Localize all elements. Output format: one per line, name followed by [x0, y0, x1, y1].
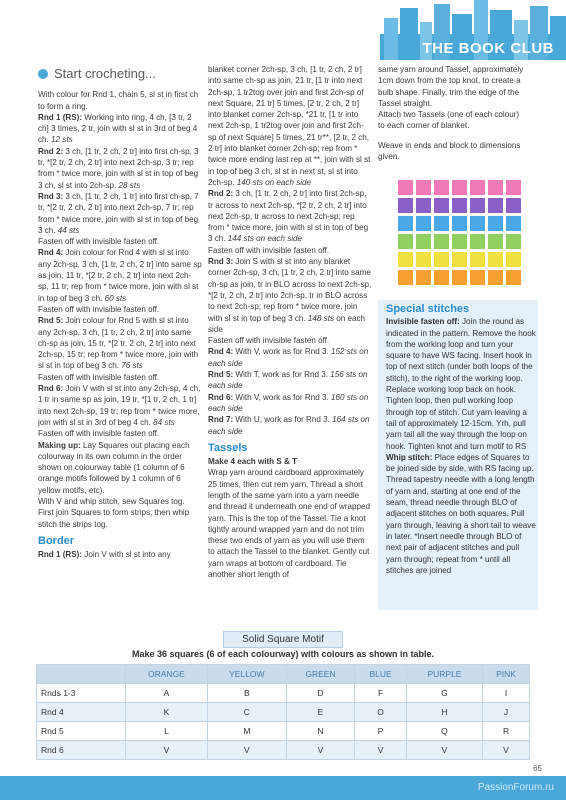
table-header-row	[37, 665, 530, 684]
swatch-square	[452, 180, 467, 195]
table-cell: N	[286, 722, 354, 741]
swatch-square	[434, 198, 449, 213]
swatch-square	[416, 270, 431, 285]
row-label: Rnd 4	[37, 703, 126, 722]
swatch-square	[398, 252, 413, 267]
heading-text: Start crocheting...	[54, 66, 156, 81]
swatch-square	[452, 252, 467, 267]
column-header: ORANGE	[126, 665, 208, 684]
section-heading	[38, 68, 202, 79]
row-label: Rnd 6	[37, 741, 126, 760]
paragraph: Fasten off with invisible fasten off.	[208, 336, 330, 346]
table-cell: J	[483, 703, 530, 722]
column-header: YELLOW	[207, 665, 286, 684]
column-header	[37, 665, 126, 684]
table-row	[37, 741, 530, 760]
special-heading: Special stitches	[386, 303, 470, 315]
table-cell: K	[126, 703, 208, 722]
paragraph: Rnd 3: 3 ch, [1 tr, 2 ch, 1 tr] into first ch-sp, 7 tr, *[2 tr, 2 ch, 2 tr] into next 2ch-sp, 7 tr; rep from * twice more, join with sl st in top of beg 3 ch. 44 sts	[38, 191, 199, 235]
swatch-square	[488, 198, 503, 213]
swatch-square	[470, 252, 485, 267]
table-cell: O	[355, 703, 407, 722]
table-cell: C	[207, 703, 286, 722]
table-cell: V	[406, 741, 482, 760]
paragraph: Attach two Tassels (one of each colour) to each corner of blanket.	[378, 110, 520, 131]
column-header: GREEN	[286, 665, 354, 684]
swatch-square	[434, 234, 449, 249]
colour-table	[36, 664, 530, 760]
table-cell: M	[207, 722, 286, 741]
column-1	[38, 68, 202, 560]
swatch-square	[488, 252, 503, 267]
paragraph: Rnd 3: Join S with sl st into any blanket corner 2ch-sp, 3 ch, [1 tr, 2 ch, 2 tr] into same ch-sp as join, tr in BLO across to next 2ch-sp, *[2 tr, 2 ch, 2 tr] into 2ch-sp, tr in BLO across to next 2ch-sp; rep from * twice more, join with sl st in top of beg 3 ch. 148 sts on each side	[208, 257, 372, 334]
paragraph: Make 4 each with S & T	[208, 457, 298, 467]
swatch-square	[434, 216, 449, 231]
special-stitches-content	[386, 302, 536, 576]
table-cell: Q	[406, 722, 482, 741]
tassels-heading: Tassels	[208, 441, 248, 454]
paragraph: Rnd 2: 3 ch, [1 tr, 2 ch, 2 tr] into first ch-sp, 3 tr, *[2 tr, 2 ch, 2 tr] into next 2ch-sp, 3 tr; rep from * twice more, join with sl st in top of beg 3 ch, sl st into 2ch-sp. 28 sts	[38, 146, 199, 190]
table-cell: V	[126, 741, 208, 760]
swatch-square	[488, 216, 503, 231]
paragraph: Rnd 4: With V, work as for Rnd 3. 152 sts on each side	[208, 347, 369, 368]
swatch-square	[470, 216, 485, 231]
table-cell: P	[355, 722, 407, 741]
paragraph: With colour for Rnd 1, chain 5, sl st in first ch to form a ring.	[38, 90, 199, 111]
paragraph: Rnd 7: With U, work as for Rnd 3. 164 sts on each side	[208, 415, 370, 436]
table-cell: V	[483, 741, 530, 760]
table-cell: E	[286, 703, 354, 722]
swatch-square	[398, 198, 413, 213]
swatch-square	[434, 270, 449, 285]
paragraph: Fasten off with invisible fasten off.	[208, 245, 330, 255]
swatch-square	[398, 234, 413, 249]
column-header: PINK	[483, 665, 530, 684]
swatch-square	[452, 234, 467, 249]
column-3	[378, 64, 528, 162]
row-label: Rnd 5	[37, 722, 126, 741]
table-cell: V	[286, 741, 354, 760]
table-subtitle: Make 36 squares (6 of each colourway) with colours as shown in table.	[131, 649, 435, 659]
paragraph: Rnd 1 (RS): Join V with sl st into any	[38, 550, 171, 560]
swatch-square	[506, 216, 521, 231]
swatch-square	[434, 180, 449, 195]
table-cell: V	[207, 741, 286, 760]
paragraph: Fasten off with invisible fasten off.	[38, 237, 160, 247]
border-heading: Border	[38, 534, 75, 547]
swatch-square	[416, 180, 431, 195]
paragraph: Fasten off with invisible fasten off.	[38, 429, 160, 439]
swatch-square	[434, 252, 449, 267]
swatch-square	[452, 270, 467, 285]
table-cell: F	[355, 684, 407, 703]
swatch-square	[452, 216, 467, 231]
table-cell: V	[355, 741, 407, 760]
column-2	[208, 64, 372, 580]
table-cell: H	[406, 703, 482, 722]
table-row	[37, 703, 530, 722]
table-cell: A	[126, 684, 208, 703]
swatch-square	[398, 216, 413, 231]
paragraph: Wrap yarn around cardboard approximately 25 times, then cut rem yarn. Thread a short length of the same yarn into a yarn needle and thread it underneath one end of wrapped yarn. This is the top of the Tassel. Tie a knot tightly around wrapped yarn and do not trim these two ends of yarn as you will use them to attach the Tassel to the blanket. Gently cut yarn wraps at bottom of cardboard. Tie another short length of	[208, 468, 371, 580]
swatch-square	[470, 234, 485, 249]
paragraph: Rnd 5: Join colour for Rnd 5 with sl st into any 2ch-sp, 3 ch, [1 tr, 2 ch, 2 tr] into same ch-sp as join, 15 tr, *[2 tr, 2 ch, 2 tr] into next 2ch-sp, 15 tr; rep from * twice more, join with sl st in top of beg 3 ch. 76 sts	[38, 316, 199, 371]
paragraph: Rnd 6: Join V with sl st into any 2ch-sp, 4 ch, 1 tr in same sp as join, 19 tr, *[1 tr, 2 ch, 1 tr] into next 2ch-sp, 19 tr; rep from * twice more, join with sl st in 3rd of beg 4 ch. 84 sts	[38, 384, 201, 427]
swatch-square	[506, 270, 521, 285]
paragraph: Whip stitch: Place edges of Squares to be joined side by side, with RS facing up. Thread tapestry needle with a long length of yarn and, starting at one end of the seam, thread needle through BLO of adjacent stitches on both squares. Pull yarn through, leaving a short tail to weave in later. *Insert needle through BLO of next pair of adjacent stitches and pull yarn through; repeat from * until all stitches are joined	[386, 452, 536, 575]
paragraph: same yarn around Tassel, approximately 1cm down from the top knot, to create a bulb shape. Finally, trim the edge of the Tassel straight.	[378, 65, 524, 108]
paragraph: Rnd 4: Join colour for Rnd 4 with sl st into any 2ch-sp, 3 ch, [1 tr, 2 ch, 2 tr] into same sp as join, 11 tr, *[2 tr, 2 ch, 2 tr] into next 2ch-sp, 11 tr; rep from * twice more, join with sl st in top of beg 3 ch. 60 sts	[38, 248, 202, 303]
swatch-square	[470, 180, 485, 195]
swatch-square	[398, 270, 413, 285]
paragraph: Invisible fasten off: Join the round as indicated in the pattern. Remove the hook from the working loop and turn your square to have WS facing. Insert hook in top of next stitch (under both loops of the stitch), to the right of the working loop. Replace working loop back on hook. Tighten loop, then pull working loop through top of stitch. Cut yarn leaving a tail of approximately 12-15cm. Yrh, pull yarn tail all the way through the loop on hook. Tighten knot and turn motif to RS	[386, 317, 536, 451]
swatch-square	[416, 234, 431, 249]
swatch-square	[452, 198, 467, 213]
table-cell: L	[126, 722, 208, 741]
column-header: BLUE	[355, 665, 407, 684]
swatch-square	[506, 180, 521, 195]
swatch-square	[488, 234, 503, 249]
colour-swatch-grid	[398, 180, 526, 288]
swatch-square	[506, 234, 521, 249]
paragraph: Rnd 6: With V, work as for Rnd 3. 160 sts on each side	[208, 392, 369, 413]
swatch-square	[416, 198, 431, 213]
swatch-square	[488, 270, 503, 285]
table-cell: R	[483, 722, 530, 741]
swatch-square	[398, 180, 413, 195]
swatch-square	[470, 270, 485, 285]
swatch-square	[416, 252, 431, 267]
swatch-square	[488, 180, 503, 195]
paragraph: Rnd 5: With T, work as for Rnd 3. 156 sts on each side	[208, 370, 368, 391]
column-header: PURPLE	[406, 665, 482, 684]
brand-title: THE BOOK CLUB	[422, 40, 554, 57]
paragraph: Rnd 1 (RS): Working into ring, 4 ch, [3 tr, 2 ch] 3 times, 2 tr, join with sl st in 3rd of beg 4 ch. 12 sts	[38, 112, 198, 145]
swatch-square	[416, 216, 431, 231]
page-header	[0, 0, 566, 60]
paragraph: With V and whip stitch, sew Squares tog. First join Squares to form strips, then whip stitch the strips tog.	[38, 496, 190, 529]
table-cell: D	[286, 684, 354, 703]
paragraph: Fasten off with invisible fasten off.	[38, 304, 160, 314]
table-row	[37, 722, 530, 741]
swatch-square	[470, 198, 485, 213]
table-row	[37, 684, 530, 703]
paragraph: Weave in ends and block to dimensions given.	[378, 140, 521, 162]
swatch-square	[506, 198, 521, 213]
paragraph: blanket corner 2ch-sp, 3 ch, [1 tr, 2 ch, 2 tr] into same ch-sp as join, 21 tr, [1 tr into next 2ch-sp, 1 tr2tog over join and first 2ch-sp of next Square, 21 tr] 5 times, [2 tr, 2 ch, 2 tr] into blanket corner 2ch-sp, *21 tr, [1 tr into next 2ch-sp, 1 tr2tog over join and first 2ch-sp of next Square] 5 times, 21 tr**, [2 tr, 2 ch, 2 tr] into blanket corner 2ch-sp; rep from * twice more ending last rep at **, join with sl st in top of beg 3 ch, sl st in next st, sl st into 2ch-sp. 140 sts on each side	[208, 65, 371, 187]
bullet-dot-icon	[38, 69, 48, 79]
watermark: PassionForum.ru	[477, 782, 554, 793]
paragraph: Making up: Lay Squares out placing each colourway in its own column in the order shown on colourway table (1 column of 6 orange motifs followed by 1 column of 6 yellow motifs, etc).	[38, 440, 190, 495]
page-number: 65	[533, 764, 542, 773]
row-label: Rnds 1-3	[37, 684, 126, 703]
table-title: Solid Square Motif	[0, 629, 566, 648]
swatch-square	[506, 252, 521, 267]
table-cell: B	[207, 684, 286, 703]
paragraph: Rnd 2: 3 ch, [1 tr, 2 ch, 2 tr] into first 2ch-sp, tr across to next 2ch-sp, *[2 tr, 2 ch, 2 tr] into next 2ch-sp, tr across to next 2ch-sp; rep from * twice more, join with sl st in top of beg 3 ch. 144 sts on each side	[208, 189, 369, 244]
table-cell: I	[483, 684, 530, 703]
table-cell: G	[406, 684, 482, 703]
paragraph: Fasten off with invisible fasten off.	[38, 372, 160, 382]
